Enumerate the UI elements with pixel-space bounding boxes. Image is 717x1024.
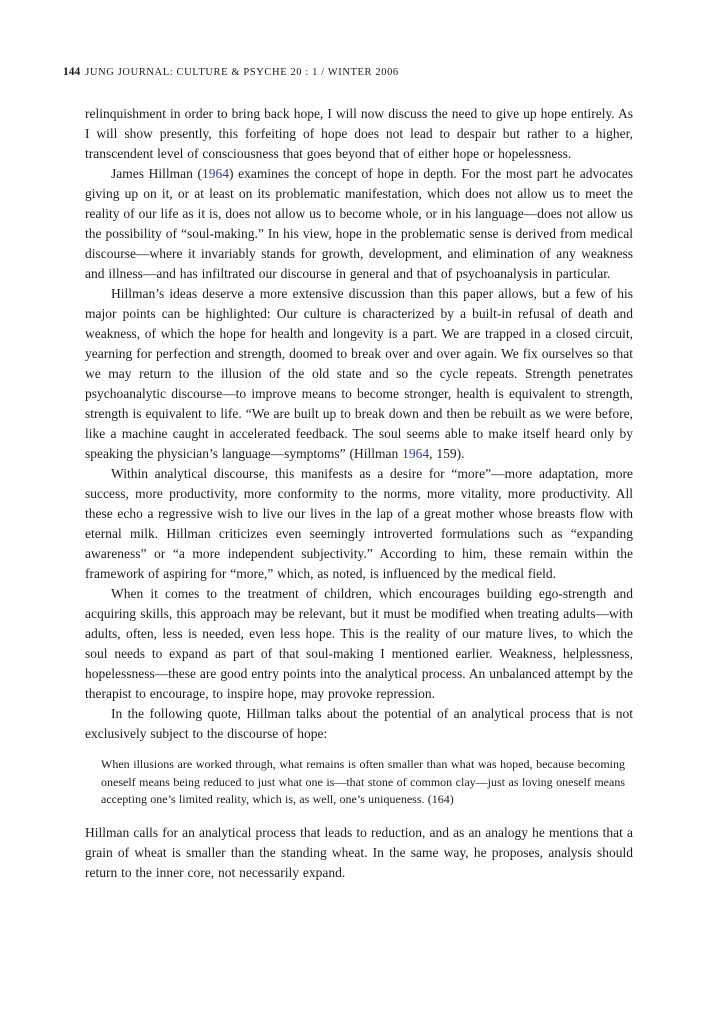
page-number: 144 [63,66,81,78]
text-run: In the following quote, Hillman talks about the potential of an analytical process that is not exclusively subject to the discourse of hope: [85,706,633,741]
running-head [63,66,399,78]
paragraph [85,584,633,704]
citation-link[interactable]: 1964 [202,166,229,181]
text-run: When it comes to the treatment of children, which encourages building ego-strength and acquiring skills, this approach may be relevant, but it must be modified when treating adults—with adults, often, less is needed, even less hope. This is the reality of our mature lives, to which the soul needs to expand as part of that soul-making I mentioned earlier. Weakness, helplessness, hopelessness—these are good entry points into the analytical process. An unbalanced attempt by the therapist to encourage, to inspire hope, may provoke repression. [85,586,633,701]
text-run: relinquishment in order to bring back hope, I will now discuss the need to give up hope entirely. As I will show presently, this forfeiting of hope does not lead to despair but rather to a higher, transcendent level of consciousness that goes beyond that of either hope or hopelessness. [85,106,633,161]
citation-link[interactable]: 1964 [402,446,430,461]
paragraph [85,464,633,584]
paragraph [85,104,633,164]
article-body [85,104,633,883]
paragraph [85,284,633,464]
text-run: , 159). [429,446,465,461]
text-run: Hillman calls for an analytical process that leads to reduction, and as an analogy he mentions that a grain of wheat is smaller than the standing wheat. In the same way, he proposes, analysis should return to the inner core, not necessarily expand. [85,824,633,880]
blockquote [101,756,625,809]
text-run: ) examines the concept of hope in depth. For the most part he advocates giving up on it, or at least on its problematic manifestation, which does not allow us to meet the reality of our life as it is, does not allow us to become whole, or in his language—does not allow us the possibility of “soul-making.” In his view, hope in the problematic sense is derived from medical discourse—where it invariably stands for growth, development, and elimination of any weakness and illness—and has infiltrated our discourse in general and that of psychoanalysis in particular. [85,166,633,281]
text-run: Within analytical discourse, this manifests as a desire for “more”—more adaptation, more success, more productivity, more conformity to the norms, more vitality, more productivity. All these echo a regressive wish to live our lives in the lap of a great mother whose breasts flow with eternal milk. Hillman criticizes even seemingly introverted formulations such as “expanding awareness” or “a more independent subjectivity.” According to him, these remain within the framework of aspiring for “more,” which, as noted, is influenced by the medical field. [85,466,633,581]
text-run: When illusions are worked through, what remains is often smaller than what was hoped, because becoming oneself means being reduced to just what one is—that stone of common clay—just as loving oneself means accepting one’s limited reality, which is, as well, one’s uniqueness. (164) [101,757,625,806]
paragraph [85,164,633,284]
paragraph [85,704,633,744]
paragraph [85,823,633,883]
text-run: Hillman’s ideas deserve a more extensive discussion than this paper allows, but a few of his major points can be highlighted: Our culture is characterized by a built-in refusal of death and weakness, of which the hope for health and longevity is a part. We are trapped in a closed circuit, yearning for perfection and strength, doomed to break over and over again. We fix ourselves so that we may return to the illusion of the old state and so the cycle repeats. Strength penetrates psychoanalytic discourse—to improve means to become stronger, health is equivalent to strength, strength is equivalent to life. “We are built up to break down and then be rebuilt as we were before, like a machine caught in accelerated feedback. The soul seems able to make itself heard only by speaking the physician’s language—symptoms” (Hillman [85,286,633,461]
text-run: James Hillman ( [111,166,202,181]
journal-title: JUNG JOURNAL: CULTURE & PSYCHE 20 : 1 / WINTER 2006 [85,67,399,78]
